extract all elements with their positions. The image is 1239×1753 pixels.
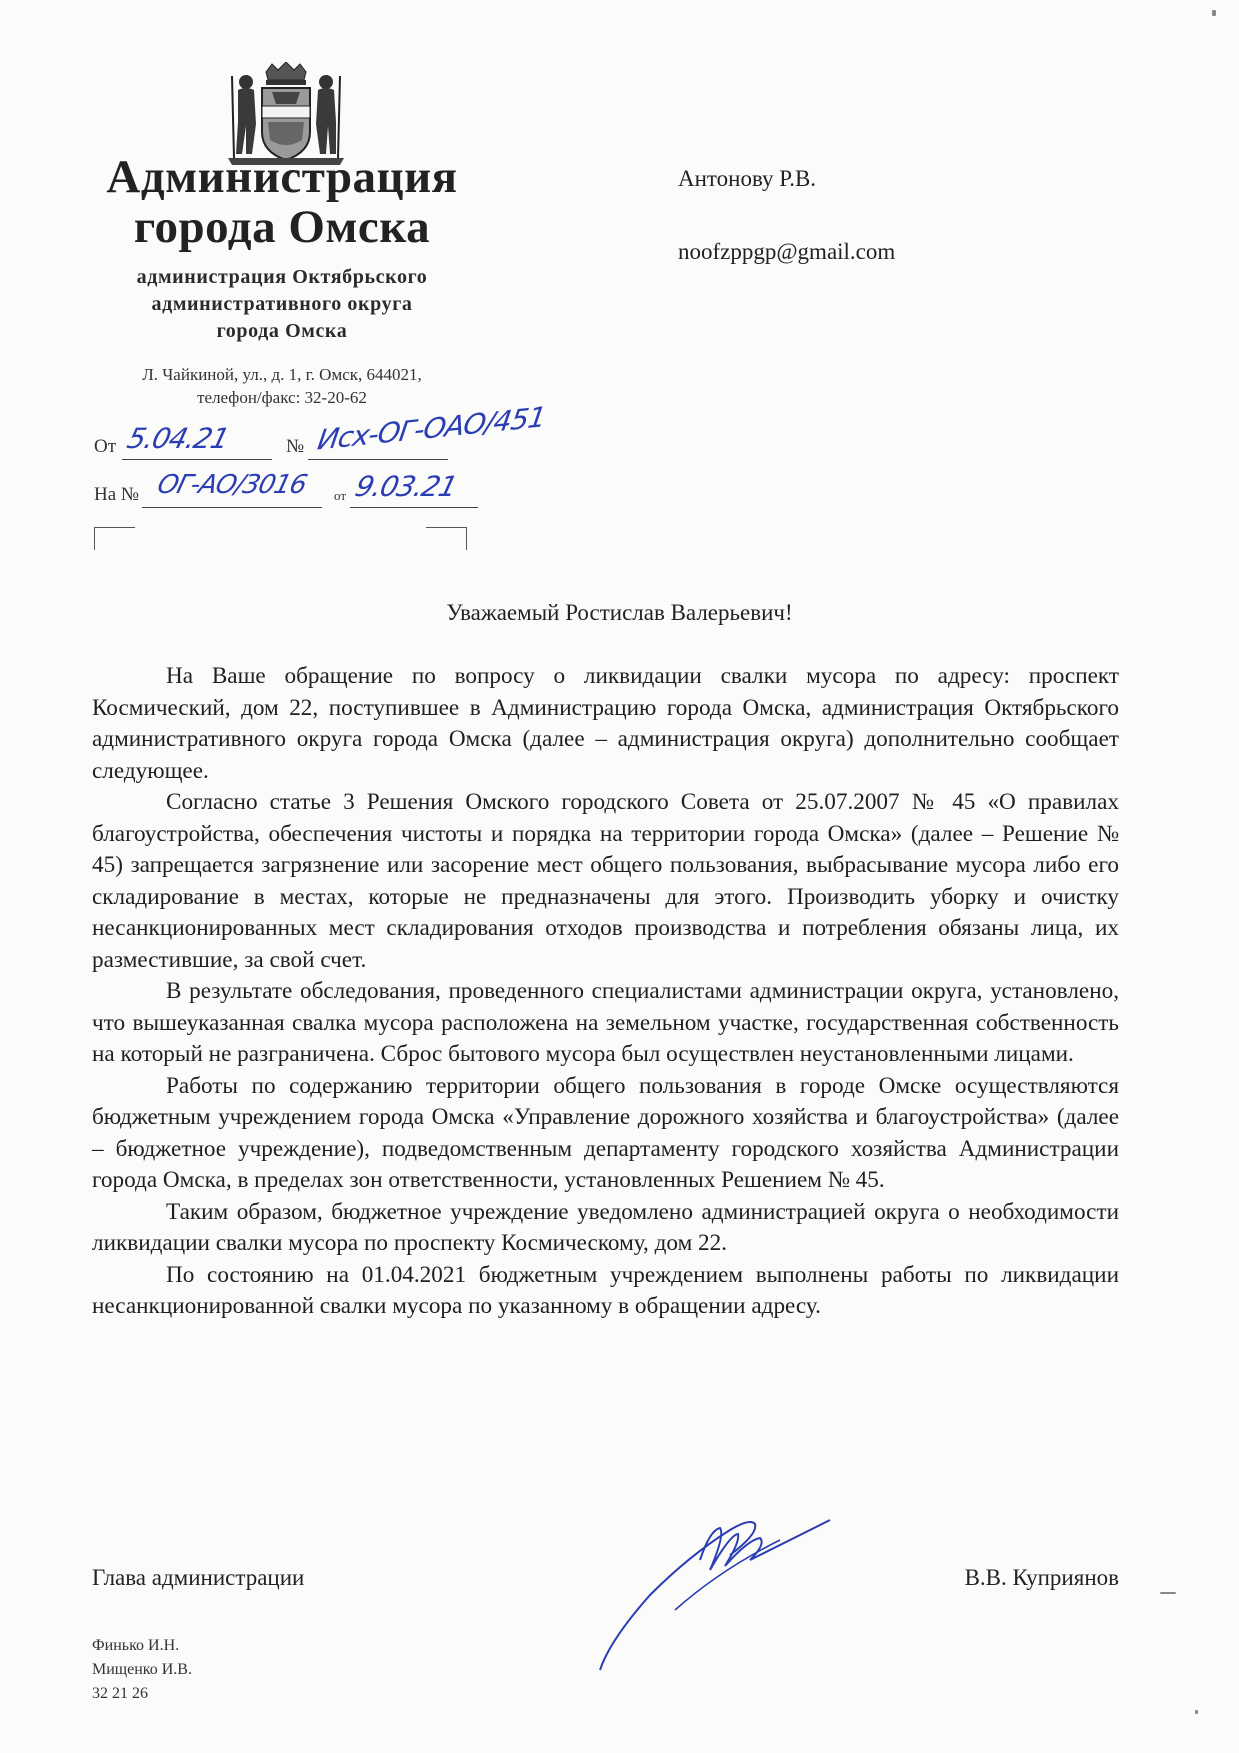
from-label: От bbox=[94, 436, 117, 457]
executor-2: Мищенко И.В. bbox=[92, 1661, 192, 1678]
organization-address: Л. Чайкиной, ул., д. 1, г. Омск, 644021, bbox=[142, 365, 422, 384]
salutation: Уважаемый Ростислав Валерьевич! bbox=[446, 600, 793, 625]
organization-contacts bbox=[82, 363, 482, 409]
reply-label: На № bbox=[94, 484, 140, 505]
incoming-registration bbox=[94, 470, 594, 514]
scan-speck bbox=[1160, 1592, 1176, 1594]
body-paragraph-1: На Ваше обращение по вопросу о ликвидации свалки мусора по адресу: проспект Космический, дом 22, поступившее в Администрацию города Омска, администрация Октябрьского административного округа города Омска (далее – администрация округа) дополнительно сообщает следующее. bbox=[92, 663, 1119, 784]
outgoing-date: 5.04.21 bbox=[123, 422, 232, 455]
recipient-name: Антонову Р.В. bbox=[678, 166, 817, 191]
organization-name bbox=[82, 152, 482, 252]
scan-speck bbox=[1212, 10, 1216, 16]
address-field-corner-left bbox=[94, 527, 135, 550]
body-paragraph-5: Таким образом, бюджетное учреждение уведомлено администрацией округа о необходимости ликвидации свалки мусора по проспекту Космическому, дом 22. bbox=[92, 1198, 1119, 1256]
recipient-email: noofzppgp@gmail.com bbox=[678, 239, 896, 264]
address-field-corner-right bbox=[426, 527, 467, 550]
reply-date: 9.03.21 bbox=[351, 470, 460, 503]
executor-phone: 32 21 26 bbox=[92, 1685, 148, 1702]
reply-date-underline bbox=[350, 507, 478, 508]
outgoing-registration bbox=[94, 400, 594, 466]
outgoing-number-underline bbox=[308, 459, 448, 460]
reply-number: ОГ-АО/3016 bbox=[154, 470, 310, 500]
outgoing-number: Исх-ОГ-ОАО/451 bbox=[315, 400, 548, 457]
number-label: № bbox=[286, 436, 305, 457]
department-name-line3: города Омска bbox=[216, 320, 348, 342]
executors-block bbox=[92, 1634, 192, 1706]
signatory-name: В.В. Куприянов bbox=[964, 1565, 1119, 1590]
department-name-line2: административного округа bbox=[151, 293, 413, 315]
body-paragraph-3: В результате обследования, проведенного специалистами администрации округа, установлено, что вышеуказанная свалка мусора расположена на земельном участке, государственная собственность на который не разграничена. Сброс бытового мусора был осуществлен неустановленными лицами. bbox=[92, 978, 1119, 1067]
organization-name-line2: города Омска bbox=[133, 201, 431, 253]
department-name bbox=[82, 264, 482, 345]
letter-body bbox=[92, 661, 1119, 1323]
department-name-line1: администрация Октябрьского bbox=[136, 266, 428, 288]
executor-1: Финько И.Н. bbox=[92, 1637, 180, 1654]
organization-phone: телефон/факс: 32-20-62 bbox=[197, 388, 367, 407]
outgoing-date-underline bbox=[122, 459, 272, 460]
body-paragraph-4: Работы по содержанию территории общего пользования в городе Омске осуществляются бюджетным учреждением города Омска «Управление дорожного хозяйства и благоустройства» (далее – бюджетное учреждение), подведомственным департаменту городского хозяйства Администрации города Омска, в пределах зон ответственности, установленных Решением № 45. bbox=[92, 1072, 1119, 1193]
signatory-title: Глава администрации bbox=[92, 1565, 305, 1590]
reply-from-label: от bbox=[334, 488, 347, 503]
handwritten-signature-icon bbox=[580, 1500, 840, 1680]
body-paragraph-2: Согласно статье 3 Решения Омского городского Совета от 25.07.2007 № 45 «О правилах благоустройства, обеспечения чистоты и порядка на территории города Омска» (далее – Решение № 45) запрещается загрязнение или засорение мест общего пользования, выбрасывание мусора либо его складирование в местах, которые не предназначены для этого. Производить уборку и очистку несанкционированных мест складирования отходов производства и потребления обязаны лица, их разместившие, за свой счет. bbox=[92, 789, 1119, 973]
scan-speck bbox=[1195, 1710, 1198, 1714]
reply-number-underline bbox=[142, 507, 322, 508]
body-paragraph-6: По состоянию на 01.04.2021 бюджетным учреждением выполнены работы по ликвидации несанкционированной свалки мусора по указанному в обращении адресу. bbox=[92, 1261, 1119, 1319]
organization-name-line1: Администрация bbox=[106, 151, 458, 203]
